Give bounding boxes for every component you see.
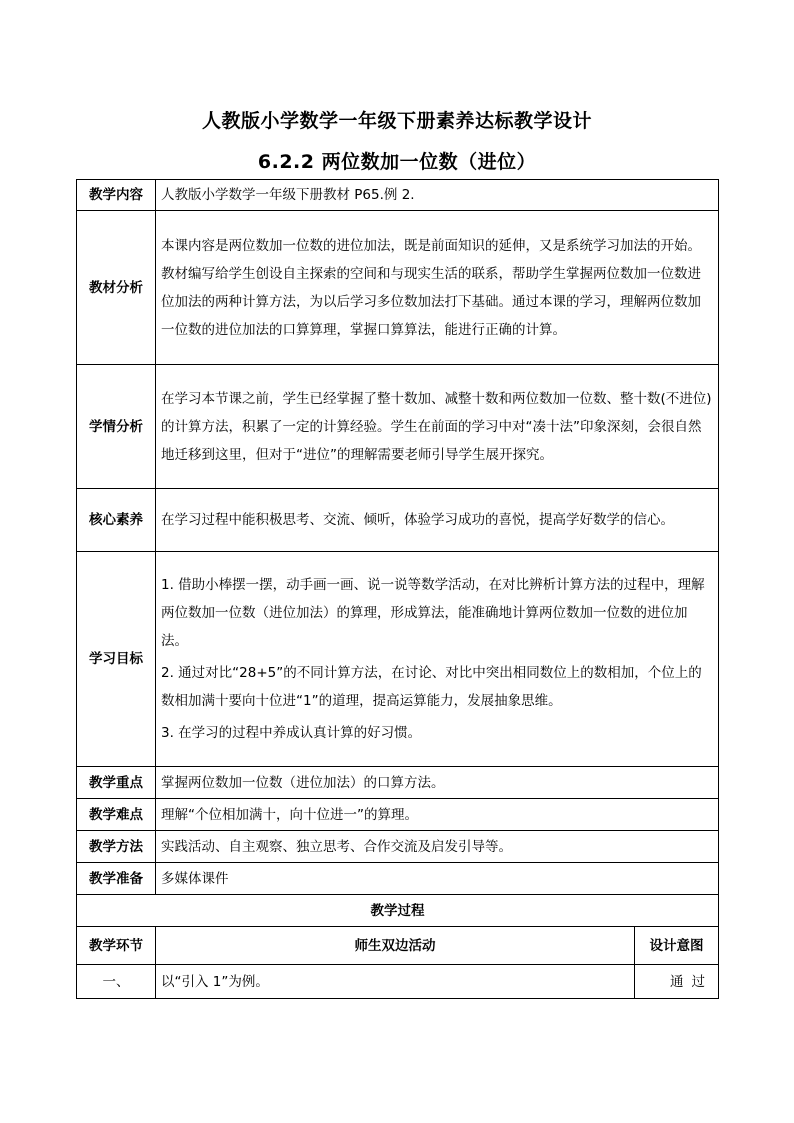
row-literacy bbox=[77, 489, 719, 552]
col-activity-header: 师生双边活动 bbox=[156, 927, 635, 965]
label-prep: 教学准备 bbox=[77, 863, 156, 895]
row-process-title bbox=[77, 895, 719, 927]
label-goals: 学习目标 bbox=[77, 552, 156, 767]
label-focus: 教学重点 bbox=[77, 767, 156, 799]
value-method: 实践活动、自主观察、独立思考、合作交流及启发引导等。 bbox=[156, 831, 719, 863]
label-students: 学情分析 bbox=[77, 365, 156, 489]
label-method: 教学方法 bbox=[77, 831, 156, 863]
goal-item: 3. 在学习的过程中养成认真计算的好习惯。 bbox=[161, 725, 422, 741]
col-intent-header: 设计意图 bbox=[635, 927, 719, 965]
goal-item: 2. 通过对比“28+5”的不同计算方法，在讨论、对比中突出相同数位上的数相加，个位上的数相加满十要向十位进“1”的道理，提高运算能力，发展抽象思维。 bbox=[161, 665, 702, 709]
goal-item: 1. 借助小棒摆一摆，动手画一画、说一说等数学活动，在对比辨析计算方法的过程中，理解两位数加一位数（进位加法）的算理，形成算法，能准确地计算两位数加一位数的进位加法。 bbox=[161, 577, 705, 649]
stage-cell: 一、 bbox=[77, 965, 156, 999]
row-analysis bbox=[77, 211, 719, 365]
row-process-header bbox=[77, 927, 719, 965]
value-students: 在学习本节课之前，学生已经掌握了整十数加、减整十数和两位数加一位数、整十数(不进位)的计算方法，积累了一定的计算经验。学生在前面的学习中对“凑十法”印象深刻，会很自然地迁移到这里，但对于“进位”的理解需要老师引导学生展开探究。 bbox=[161, 390, 712, 463]
activity-cell: 以“引入 1”为例。 bbox=[156, 965, 635, 999]
row-goals bbox=[77, 552, 719, 767]
label-literacy: 核心素养 bbox=[77, 489, 156, 552]
value-literacy: 在学习过程中能积极思考、交流、倾听，体验学习成功的喜悦，提高学好数学的信心。 bbox=[161, 512, 674, 528]
row-students bbox=[77, 365, 719, 489]
lesson-title: 6.2.2 两位数加一位数（进位） bbox=[257, 151, 537, 173]
label-analysis: 教材分析 bbox=[77, 211, 156, 365]
value-difficulty: 理解“个位相加满十，向十位进一”的算理。 bbox=[156, 799, 719, 831]
label-difficulty: 教学难点 bbox=[77, 799, 156, 831]
row-prep bbox=[77, 863, 719, 895]
process-title: 教学过程 bbox=[77, 895, 719, 927]
row-focus bbox=[77, 767, 719, 799]
col-stage-header: 教学环节 bbox=[77, 927, 156, 965]
lesson-plan-table bbox=[76, 179, 719, 999]
row-difficulty bbox=[77, 799, 719, 831]
row-content bbox=[77, 180, 719, 211]
value-focus: 掌握两位数加一位数（进位加法）的口算方法。 bbox=[156, 767, 719, 799]
document-title: 人教版小学数学一年级下册素养达标教学设计 bbox=[201, 110, 592, 132]
value-content: 人教版小学数学一年级下册教材 P65.例 2. bbox=[156, 180, 719, 211]
value-analysis: 本课内容是两位数加一位数的进位加法，既是前面知识的延伸，又是系统学习加法的开始。教材编写给学生创设自主探索的空间和与现实生活的联系，帮助学生掌握两位数加一位数进位加法的两种计算方法，为以后学习多位数加法打下基础。通过本课的学习，理解两位数加一位数的进位加法的口算算理，掌握口算算法，能进行正确的计算。 bbox=[161, 237, 701, 338]
row-process-first bbox=[77, 965, 719, 999]
value-prep: 多媒体课件 bbox=[156, 863, 719, 895]
intent-cell: 通过 bbox=[635, 965, 719, 999]
row-method bbox=[77, 831, 719, 863]
label-content: 教学内容 bbox=[77, 180, 156, 211]
